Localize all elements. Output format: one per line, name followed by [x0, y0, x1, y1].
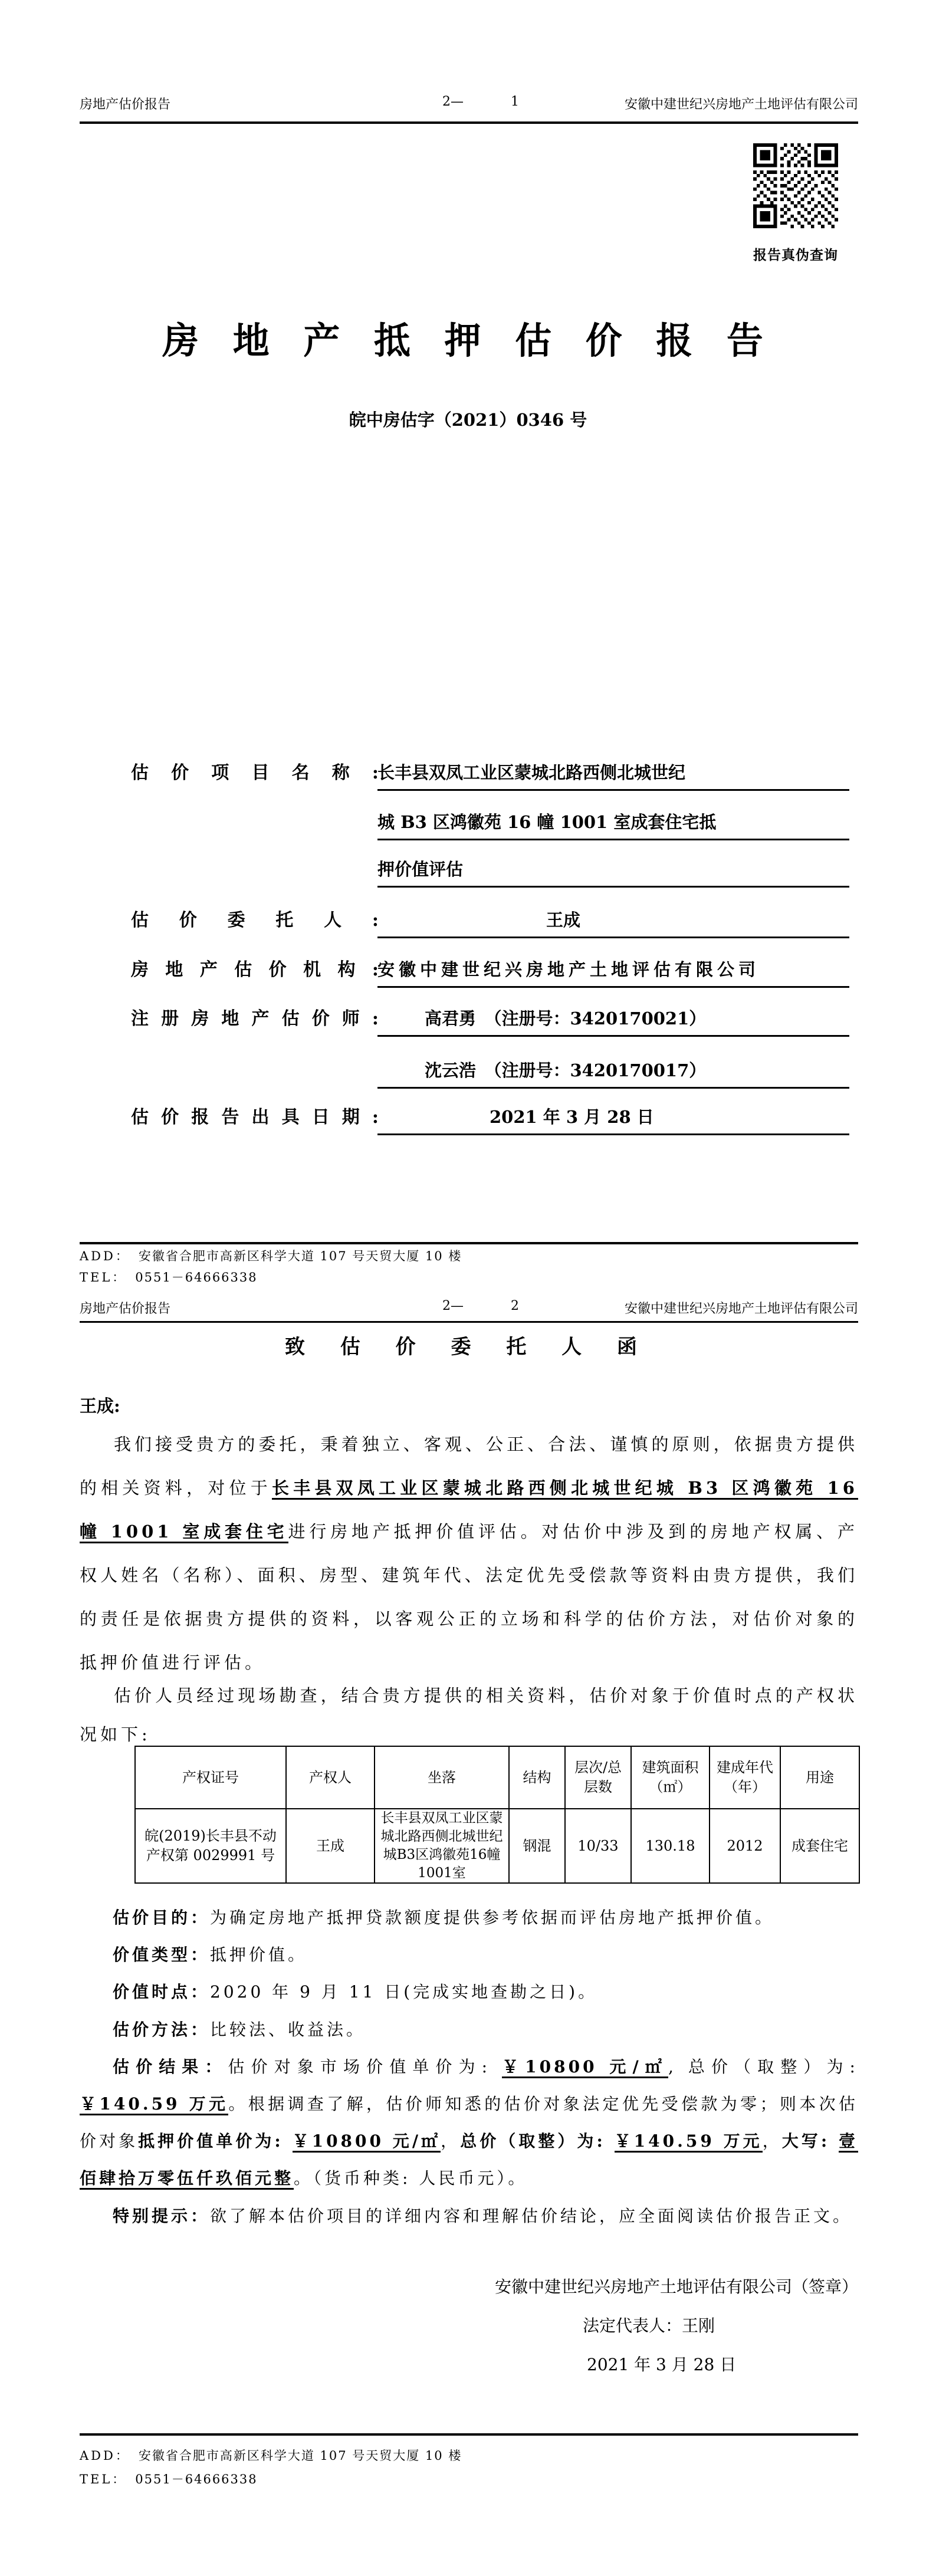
cell-floor: 10/33: [565, 1809, 631, 1883]
footer-phone: [80, 1268, 258, 1286]
running-header-title: 房地产估价报告: [80, 1302, 171, 1316]
signature-legal-rep: 法定代表人：王刚: [583, 2316, 715, 2335]
field-client: [0, 906, 936, 937]
page-number-group: [442, 1299, 519, 1313]
item-label: 特别提示：: [113, 2206, 211, 2226]
field-report-date: [0, 1103, 936, 1133]
col-structure: 结构: [509, 1746, 565, 1809]
item-value-type: [80, 1936, 858, 1973]
salutation: 王成:: [80, 1396, 120, 1416]
report-title: 房 地 产 抵 押 估 价 报 告: [162, 319, 774, 362]
col-use: 用途: [780, 1746, 859, 1809]
table-row: [135, 1809, 859, 1883]
item-value-date: [80, 1973, 858, 2010]
address-label: ADD：: [80, 2449, 130, 2463]
header-divider: [80, 121, 858, 124]
cell-location: 长丰县双凤工业区蒙城北路西侧北城世纪城B3区鸿徽苑16幢1001室: [375, 1809, 509, 1883]
field-label: 房地产估价机构:: [131, 960, 379, 980]
field-label: 估 价 项 目 名 称 :: [131, 763, 379, 783]
field-agency: [0, 955, 936, 986]
cell-year-built: 2012: [710, 1809, 780, 1883]
footer-divider: [80, 2433, 858, 2436]
page-sequence: 2—: [442, 94, 464, 109]
item-label: 估价结果：: [113, 2057, 228, 2076]
phone-value: 0551－64666338: [135, 2472, 258, 2486]
item-label: 估价目的：: [113, 1908, 211, 1927]
item-purpose: [80, 1899, 858, 1936]
report-number: 皖中房估字（2021）0346 号: [349, 410, 587, 430]
field-value: 押价值评估: [377, 855, 849, 888]
cell-use: 成套住宅: [780, 1809, 859, 1883]
field-value: 城 B3 区鸿徽苑 16 幢 1001 室成套住宅抵: [377, 808, 849, 840]
header-divider: [80, 1321, 858, 1323]
col-floor: 层次/总层数: [565, 1746, 631, 1809]
item-text: 欲了解本估价项目的详细内容和理解估价结论，应全面阅读估价报告正文。: [210, 2206, 853, 2226]
col-cert-number: 产权证号: [135, 1746, 286, 1809]
signature-company: 安徽中建世纪兴房地产土地评估有限公司（签章）: [494, 2277, 858, 2296]
running-header-title: 房地产估价报告: [80, 97, 171, 112]
phone-label: TEL：: [80, 1270, 127, 1284]
item-text: 2020 年 9 月 11 日(完成实地查勘之日)。: [210, 1982, 598, 2002]
address-label: ADD：: [80, 1249, 130, 1263]
letter-paragraph-1: 我们接受贵方的委托，秉着独立、客观、公正、合法、谨慎的原则，依据贵方提供的相关资料，对位于长丰县双凤工业区蒙城北路西侧北城世纪城 B3 区鸿徽苑 16 幢 1001 室成套住宅进行房地产抵押价值评估。对估价中涉及到的房地产权属、产权人姓名（名称）、面积、房型、建筑年代、法定优先受偿款等资料由贵方提供，我们的责任是依据贵方提供的资料，以客观公正的立场和科学的估价方法，对估价对象的抵押价值进行评估。: [80, 1434, 858, 1673]
item-label: 价值时点：: [113, 1982, 211, 2002]
page-number: 1: [511, 94, 519, 109]
item-text: 抵押价值。: [210, 1945, 308, 1964]
field-appraiser-2: [0, 1056, 936, 1087]
ownership-table: [134, 1746, 860, 1884]
field-project-name-line3: [0, 855, 936, 886]
address-value: 安徽省合肥市高新区科学大道 107 号天贸大厦 10 楼: [138, 1249, 462, 1263]
qr-code: [753, 143, 838, 228]
letter-title: 致 估 价 委 托 人 函: [284, 1335, 652, 1359]
item-text: 估价对象市场价值单价为: ￥10800 元/㎡, 总价（取整）为: ￥140.59 万元。根据调查了解，估价师知悉的估价对象法定优先受偿款为零；则本次估价对象抵押价值单价为: ￥10800 元/㎡，总价（取整）为: ￥140.59 万元，大写: 壹佰肆拾万零伍仟玖佰元整。（货币种类: 人民币元）。: [80, 2057, 858, 2190]
item-method: [80, 2011, 858, 2048]
cell-area: 130.18: [631, 1809, 710, 1883]
col-location: 坐落: [375, 1746, 509, 1809]
page1-running-header: [80, 94, 858, 113]
page-sequence: 2—: [442, 1299, 464, 1313]
field-label: 注册房地产估价师:: [131, 1008, 379, 1029]
field-value: 长丰县双凤工业区蒙城北路西侧北城世纪: [377, 758, 849, 791]
letter-paragraph-2: 估价人员经过现场勘查，结合贵方提供的相关资料，估价对象于价值时点的产权状况如下:: [80, 1685, 858, 1744]
col-area: 建筑面积（㎡）: [631, 1746, 710, 1809]
item-label: 价值类型：: [113, 1945, 211, 1964]
col-year-built: 建成年代（年）: [710, 1746, 780, 1809]
item-text: 为确定房地产抵押贷款额度提供参考依据而评估房地产抵押价值。: [210, 1908, 775, 1927]
footer-phone: [80, 2470, 258, 2488]
signature-date: 2021 年 3 月 28 日: [587, 2355, 737, 2374]
address-value: 安徽省合肥市高新区科学大道 107 号天贸大厦 10 楼: [138, 2449, 462, 2463]
item-text: 比较法、收益法。: [210, 2020, 366, 2039]
page-number: 2: [511, 1299, 519, 1313]
page-number-group: [442, 94, 519, 109]
qr-caption: 报告真伪查询: [753, 247, 838, 263]
field-project-name-line2: [0, 808, 936, 839]
field-project-name: [0, 758, 936, 789]
field-value: 2021 年 3 月 28 日: [377, 1103, 849, 1135]
field-value: 沈云浩 （注册号：3420170017）: [377, 1056, 849, 1089]
phone-label: TEL：: [80, 2472, 127, 2486]
item-result: [80, 2048, 858, 2197]
field-value: 安徽中建世纪兴房地产土地评估有限公司: [377, 955, 849, 988]
phone-value: 0551－64666338: [135, 1270, 258, 1284]
table-header-row: [135, 1746, 859, 1809]
field-label: 估 价 委 托 人 :: [131, 910, 379, 931]
footer-address: [80, 1247, 462, 1264]
cell-structure: 钢混: [509, 1809, 565, 1883]
field-value: 王成: [377, 906, 849, 938]
field-appraiser-1: [0, 1004, 936, 1035]
running-header-company: 安徽中建世纪兴房地产土地评估有限公司: [624, 1302, 858, 1316]
page2-running-header: [80, 1299, 858, 1317]
footer-address: [80, 2446, 462, 2464]
item-label: 估价方法：: [113, 2020, 211, 2039]
running-header-company: 安徽中建世纪兴房地产土地评估有限公司: [624, 97, 858, 112]
col-owner: 产权人: [286, 1746, 375, 1809]
field-label: 估价报告出具日期:: [131, 1107, 379, 1128]
cell-cert-number: 皖(2019)长丰县不动产权第 0029991 号: [135, 1809, 286, 1883]
field-value: 高君勇 （注册号：3420170021）: [377, 1004, 849, 1037]
footer-divider: [80, 1242, 858, 1244]
item-notice: [80, 2197, 858, 2235]
cell-owner: 王成: [286, 1809, 375, 1883]
